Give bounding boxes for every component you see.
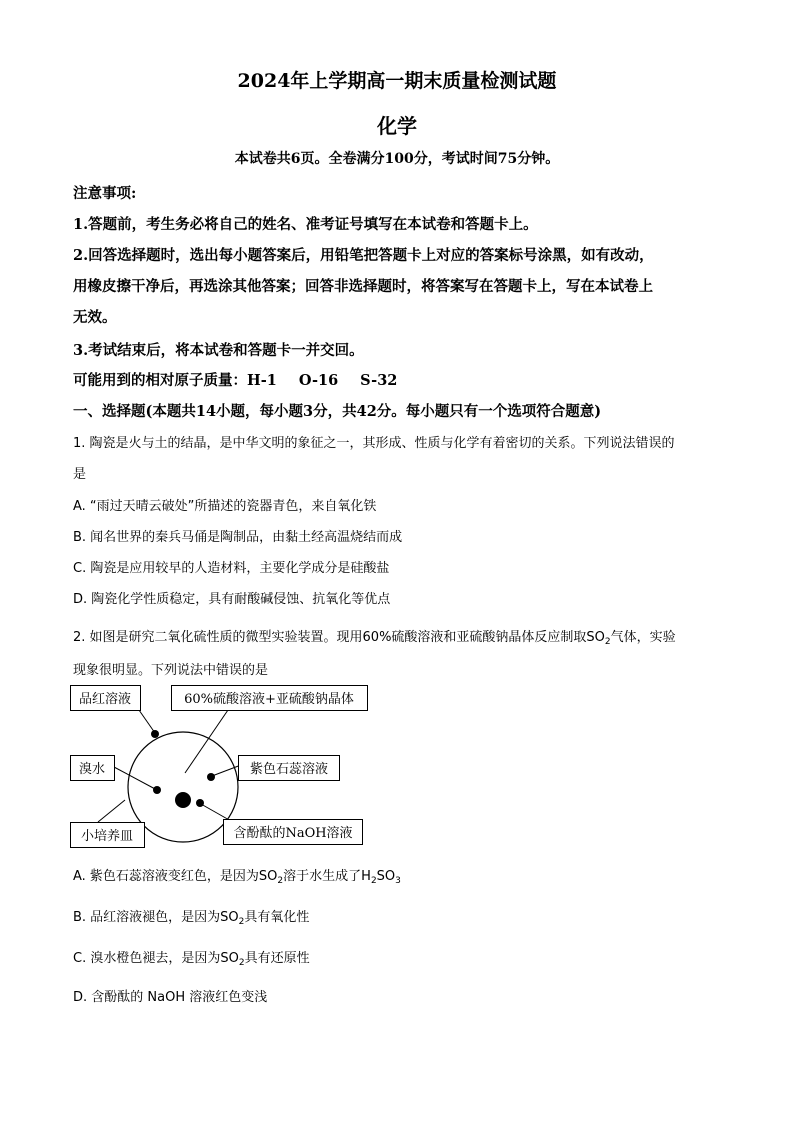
- pinhong-drop: [151, 730, 159, 738]
- litmus-drop: [207, 773, 215, 781]
- label-litmus: 紫色石蕊溶液: [249, 762, 329, 777]
- label-naoh: 含酚酞的NaOH溶液: [233, 826, 353, 841]
- exam-title: 2024年上学期高一期末质量检测试题: [237, 70, 557, 92]
- so2-microscale-apparatus-diagram: [70, 683, 370, 851]
- notes-heading: 注意事项:: [73, 185, 137, 202]
- q1-option-d: D. 陶瓷化学性质稳定，具有耐酸碱侵蚀、抗氧化等优点: [73, 592, 391, 607]
- q1-stem-line-1: 1. 陶瓷是火与土的结晶，是中华文明的象征之一，其形成、性质与化学有着密切的关系。下列说法错误的: [73, 436, 675, 451]
- q2-option-d: D. 含酚酞的 NaOH 溶液红色变浅: [73, 990, 268, 1005]
- label-acid: 60%硫酸溶液+亚硫酸钠晶体: [184, 692, 354, 707]
- note-item-2-line-3: 无效。: [73, 309, 117, 326]
- leader-line-acid: [185, 710, 228, 773]
- q2-option-c: C. 溴水橙色褪去，是因为$SO_2$具有还原性: [73, 951, 310, 968]
- note-item-2-line-2: 用橡皮擦干净后，再选涂其他答案；回答非选择题时，将答案写在答题卡上，写在本试卷上: [73, 278, 653, 295]
- q1-option-a: A. “雨过天晴云破处”所描述的瓷器青色，来自氧化铁: [73, 499, 377, 514]
- atomic-mass-label: 可能用到的相对原子质量：: [73, 372, 247, 389]
- atomic-mass-line: [73, 369, 397, 390]
- q2-stem-line-2: 现象很明显。下列说法中错误的是: [73, 663, 269, 678]
- section-heading: 一、选择题(本题共14小题，每小题3分，共42分。每小题只有一个选项符合题意): [73, 403, 602, 420]
- naoh-drop: [196, 799, 204, 807]
- atomic-mass-s: S-32: [360, 372, 398, 389]
- leader-line-bromine: [114, 767, 157, 790]
- q2-option-b: B. 品红溶液褪色，是因为$SO_2$具有氧化性: [73, 910, 310, 927]
- q2-stem-line-1: 2. 如图是研究二氧化硫性质的微型实验装置。现用60%硫酸溶液和亚硫酸钠晶体反应制取$SO_2$气体，实验: [73, 630, 676, 647]
- atomic-mass-o: O-16: [298, 372, 339, 389]
- atomic-mass-h: H-1: [247, 372, 277, 389]
- note-item-3: 3.考试结束后，将本试卷和答题卡一并交回。: [73, 342, 364, 359]
- subject-title: 化学: [377, 114, 417, 138]
- label-pinhong: 品红溶液: [78, 692, 132, 707]
- label-dish: 小培养皿: [80, 829, 134, 844]
- acid-reaction-drop: [175, 792, 191, 808]
- q1-option-b: B. 闻名世界的秦兵马俑是陶制品，由黏土经高温烧结而成: [73, 530, 403, 545]
- exam-info: 本试卷共6页。全卷满分100分，考试时间75分钟。: [234, 151, 560, 167]
- q1-stem-line-2: 是: [73, 467, 87, 482]
- note-item-1: 1.答题前，考生务必将自己的姓名、准考证号填写在本试卷和答题卡上。: [73, 216, 538, 233]
- note-item-2-line-1: 2.回答选择题时，选出每小题答案后，用铅笔把答题卡上对应的答案标号涂黑，如有改动，: [73, 247, 654, 264]
- q1-option-c: C. 陶瓷是应用较早的人造材料，主要化学成分是硅酸盐: [73, 561, 390, 576]
- q2-option-a: A. 紫色石蕊溶液变红色，是因为$SO_2$溶于水生成了$H_2SO_3$: [73, 869, 401, 886]
- label-bromine: 溴水: [78, 762, 106, 777]
- leader-line-dish: [98, 800, 125, 822]
- bromine-drop: [153, 786, 161, 794]
